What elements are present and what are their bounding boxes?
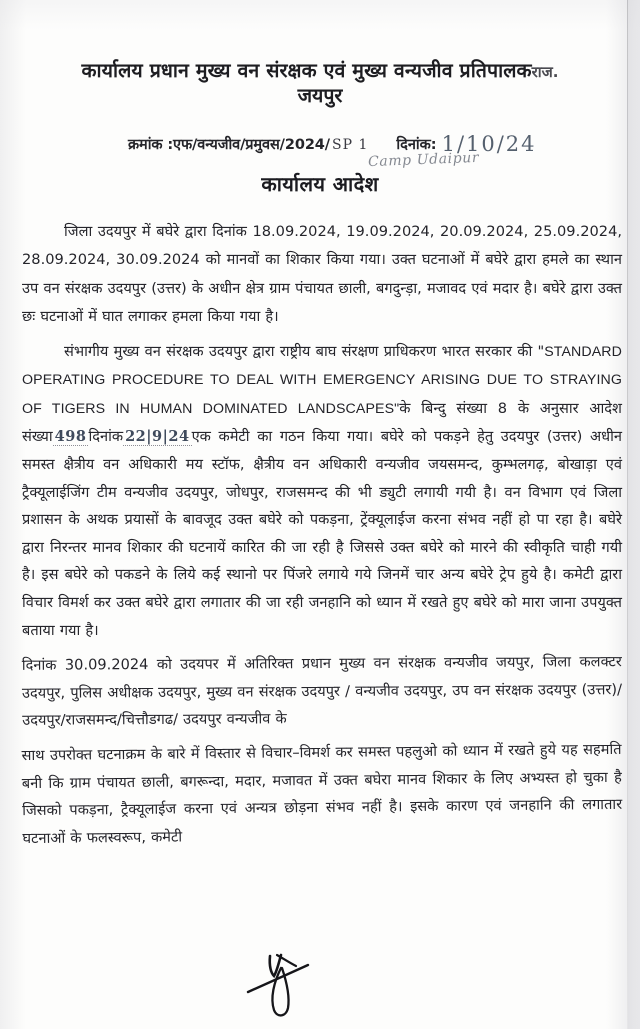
order-date-handwritten: 22|9|24 <box>125 428 190 446</box>
signature-strokes <box>236 946 386 1024</box>
paragraph-consensus: साथ उपरोक्त घटनाक्रम के बारे में विस्तार से विचार–विमर्श कर समस्त पहलुओ को ध्यान में रखते हुये यह सहमति बनी कि ग्राम पंचायत छाली, बगरून्दा, मदार, मजावत में उक्त बघेरा मानव शिकार के लिए अभ्यस्त हो चुका है जिसको पकड़ना, ट्रैक्यूलाईज करना एवं अन्यत्र छोड़ना संभव नहीं है। इसके कारण एवं जनहानि की लगातार घटनाओं के फलस्वरूप, कमेटी <box>21 740 623 847</box>
date-handwritten: 1/10/24 <box>441 132 537 156</box>
camp-annotation-handwritten: Camp Udaipur <box>367 149 480 171</box>
committee-details-text: एक कमेटी का गठन किया गया। बघेरे को पकड़ने हेतु उदयपुर (उत्तर) अधीन समस्त क्षैत्रीय वन अधिकारी मय स्टॉफ, क्षैत्रीय वन अधिकारी वन्यजीव जयसमन्द, कुम्भलगढ़, बोखाड़ा एवं ट्रैक्यूलाईजिंग टीम वन्यजीव उदयपुर, जोधपुर, राजसमन्द की भी ड्युटी लगायी गयी है। वन विभाग एवं जिला प्रशासन के अथक प्रयासों के बावजूद उक्त बघेरे को पकड़ना, ट्रेंक्यूलाईज करना संभव नहीं हो पा रहा है। बघेरे द्वारा निरन्तर मानव शिकार की घटनायें कारित की जा रही है जिससे उक्त बघेरे को मारने की स्वीकृति चाही गयी है। इस बघेरे को पकडने के लिये कई स्थानो पर पिंजरे लगाये गये जिनमें चार अन्य बघेरे ट्रेप हुये है। कमेटी द्वारा विचार विमर्श कर उक्त बघेरे द्वारा लगातार की जा रही जनहानि को ध्यान में रखते हुए बघेरे को मारा जाना उपयुक्त बताया गया है। <box>22 428 623 639</box>
scan-edge-shadow <box>628 0 640 1029</box>
paragraph-sop-reference <box>22 338 622 645</box>
date-label: दिनांक: <box>396 137 437 153</box>
letterhead-line-1 <box>28 58 612 83</box>
letterhead-city: जयपुर <box>297 84 343 108</box>
order-date-label: दिनांक <box>88 428 124 446</box>
sop-lead-text: संभागीय मुख्य वन संरक्षक उदयपुर द्वारा राष्ट्रीय बाघ संरक्षण प्राधिकरण भारत सरकार की " <box>64 342 545 360</box>
document-body <box>22 218 622 855</box>
order-number-handwritten: 498 <box>54 428 87 446</box>
reference-number-label: क्रमांक :एफ/वन्यजीव/प्रमुवस/2024/ <box>128 137 330 153</box>
paragraph-meeting-attendees: दिनांक 30.09.2024 को उदयपर में अतिरिक्त प्रधान मुख्य वन संरक्षक वन्यजीव जयपुर, जिला कलक्टर उदयपुर, पुलिस अधीक्षक उदयपुर, मुख्य वन संरक्षक उदयपुर / वन्यजीव उदयपुर, उप वन संरक्षक उदयपुर (उत्तर)/उदयपुर/राजसमन्द/चित्तौडगढ/ उदयपुर वन्यजीव के <box>21 653 623 730</box>
reference-line <box>128 130 628 154</box>
paragraph-incidents: जिला उदयपुर में बघेरे द्वारा दिनांक 18.09.2024, 19.09.2024, 20.09.2024, 25.09.2024, 28.09.2024, 30.09.2024 को मानवों का शिकार किया गया। उक्त घटनाओं में बघेरे द्वारा हमले का स्थान उप वन संरक्षक उदयपुर (उत्तर) के अधीन क्षेत्र ग्राम पंचायत छाली, बगदुन्ड़ा, मजावद एवं मदार है। बघेरे द्वारा उक्त छः घटनाओं में घात लगाकर हमला किया गया है। <box>22 223 622 326</box>
letterhead-office-name: कार्यालय प्रधान मुख्य वन संरक्षक एवं मुख्य वन्यजीव प्रतिपालक <box>81 59 532 82</box>
letterhead-state-abbr: राज. <box>531 63 559 81</box>
letterhead <box>28 58 612 110</box>
signature-handwritten <box>236 946 386 1024</box>
order-title: कार्यालय आदेश <box>261 172 379 196</box>
sop-english-title: STANDARD OPERATING PROCEDURE TO DEAL WITH EMERGENCY ARISING DUE TO STRAYING OF TIGERS IN HUMAN DOMINATED LANDSCAPES" <box>22 343 622 417</box>
sop-point-text: के बिन्दु संख्या 8 के अनुसार आदेश संख्या <box>22 399 622 446</box>
reference-number-handwritten: SP 1 <box>332 137 369 153</box>
